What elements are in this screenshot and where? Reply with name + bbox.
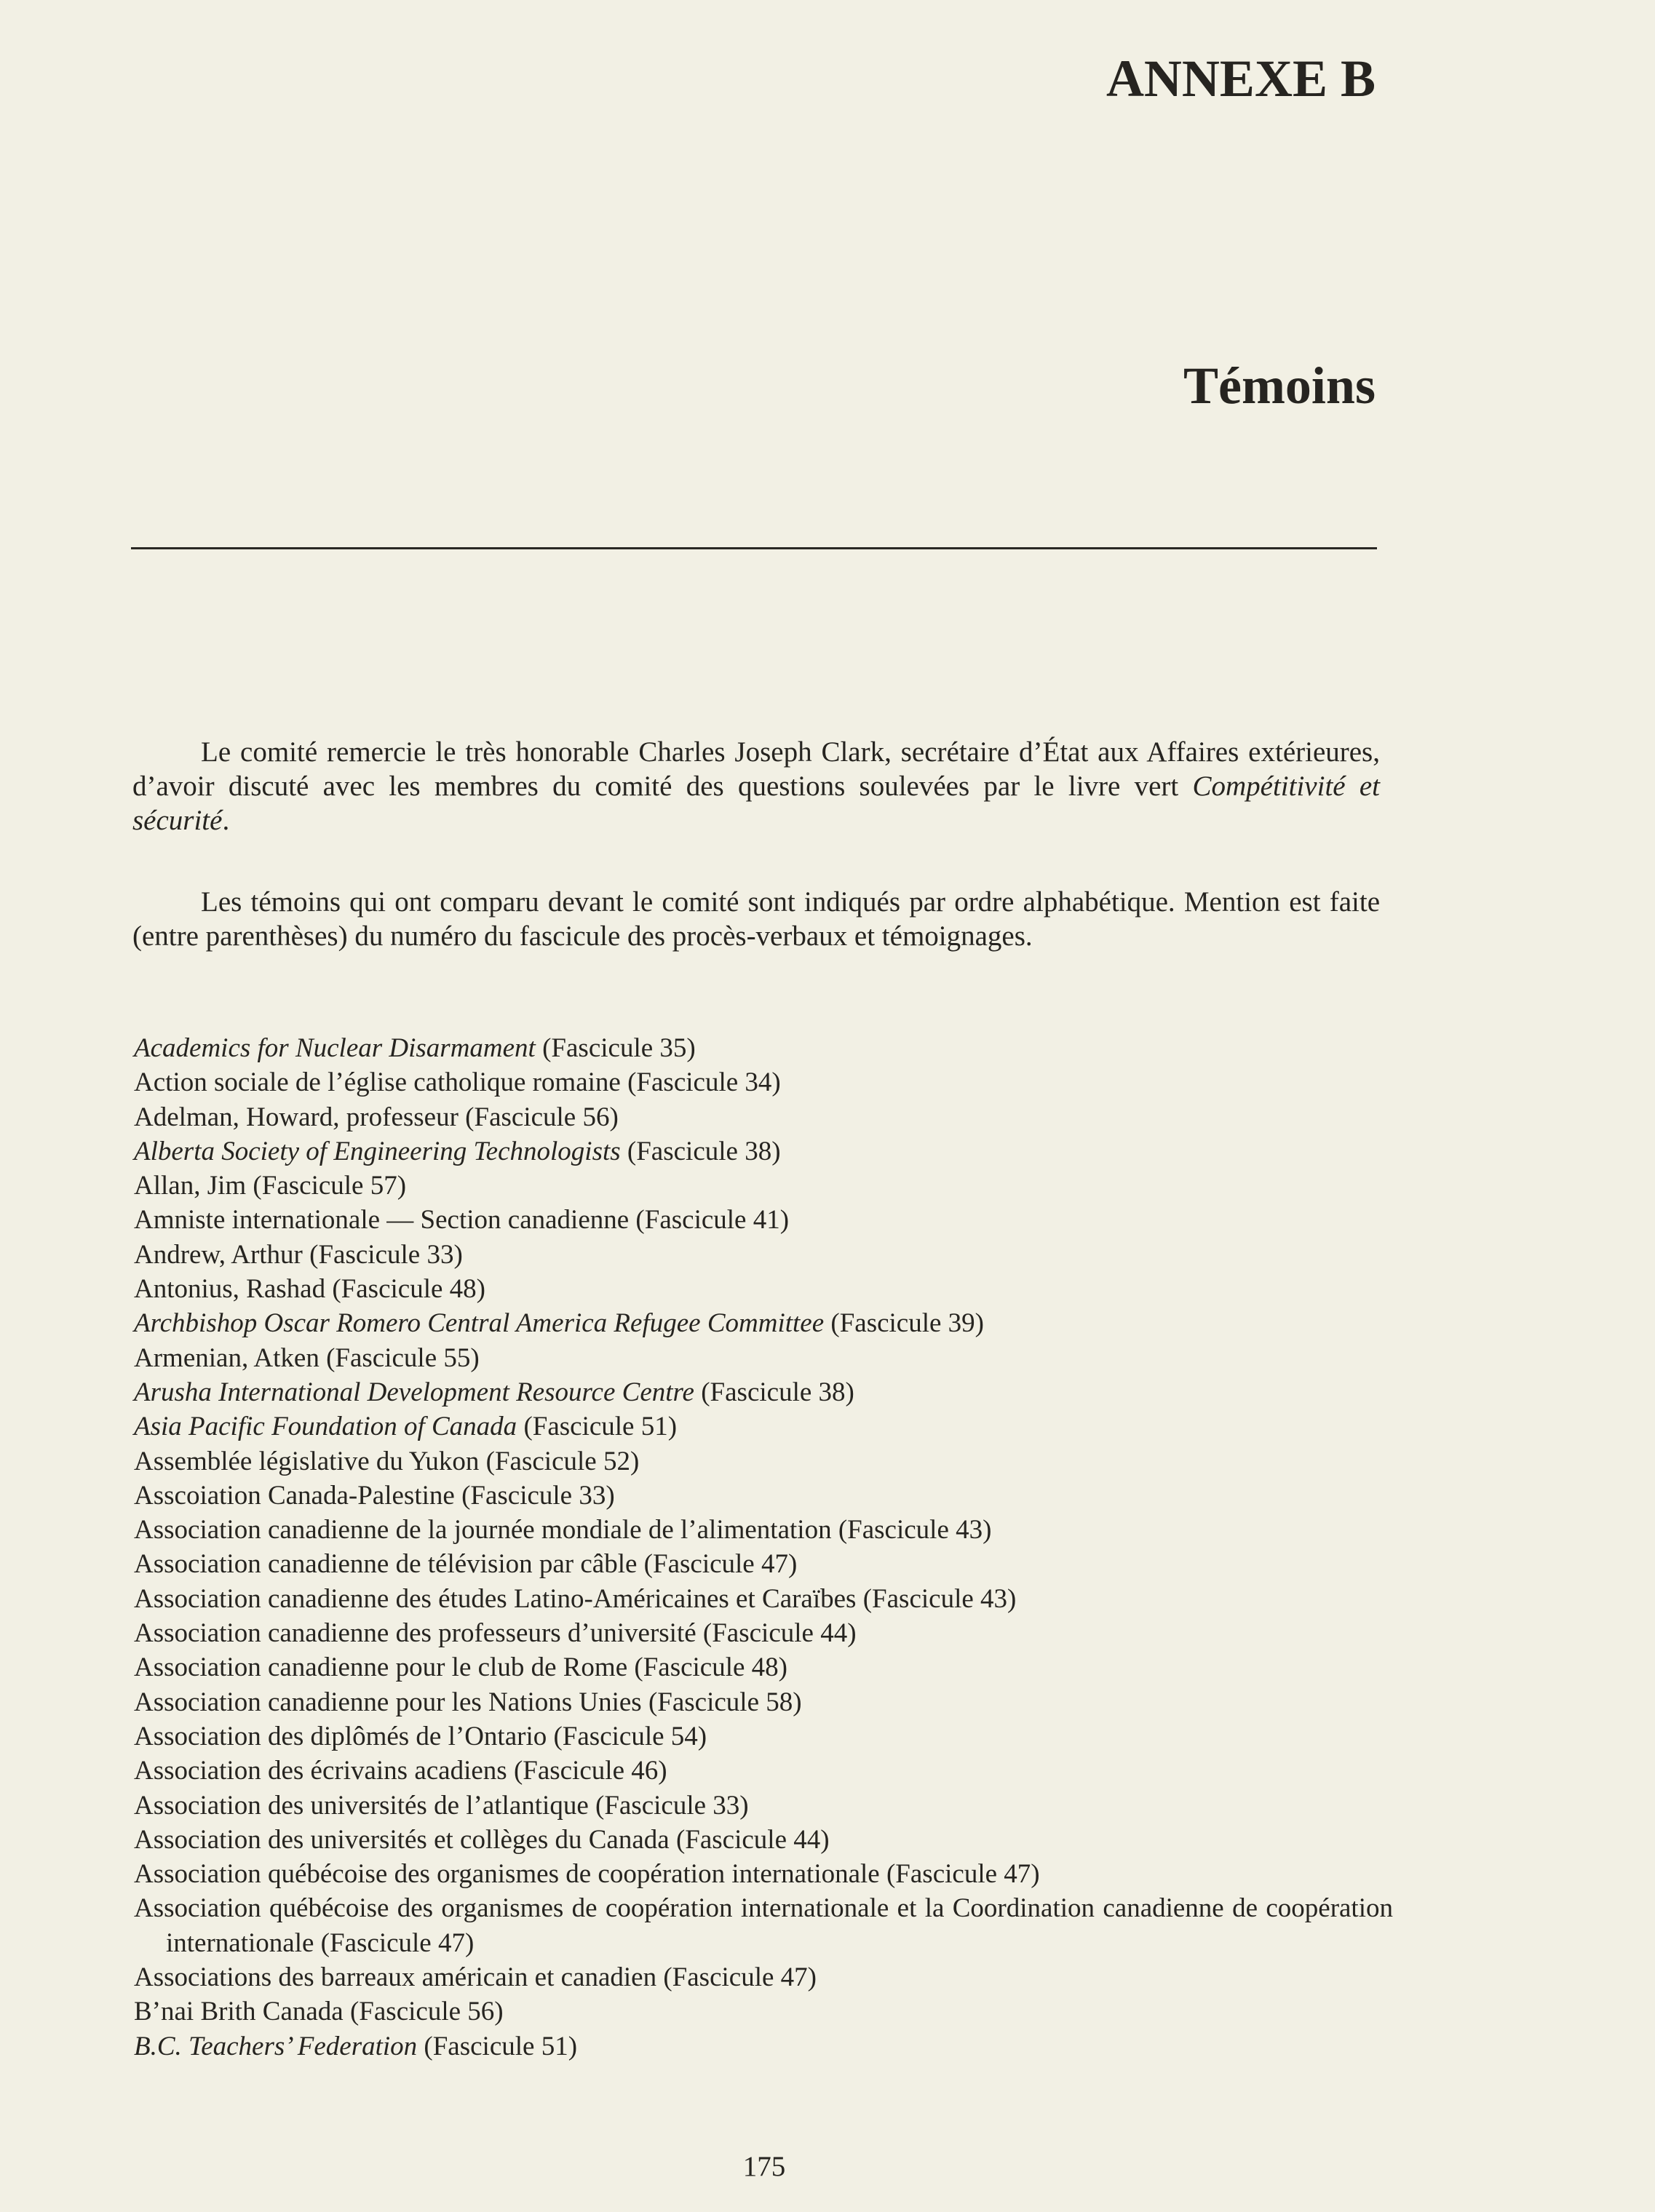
fascicule-reference: (Fascicule 57) (253, 1171, 407, 1201)
intro-thanks-text: Le comité remercie le très honorable Charles Joseph Clark, secrétaire d’État aux Affaires extérieures, d’avoir discuté avec les membres du comité des questions soulevées par le livre vert (132, 736, 1380, 802)
witness-entry (134, 1272, 1393, 1306)
fascicule-reference: (Fascicule 51) (523, 1412, 678, 1442)
witness-name: Archbishop Oscar Romero Central America Refugee Committee (134, 1308, 825, 1339)
witness-entry (134, 1650, 1393, 1684)
witness-entry (134, 1891, 1393, 1960)
fascicule-reference: (Fascicule 46) (513, 1756, 667, 1786)
fascicule-reference: (Fascicule 47) (886, 1859, 1040, 1890)
witness-name: Association des écrivains acadiens (134, 1756, 507, 1786)
witness-name: Assemblée législative du Yukon (134, 1446, 480, 1476)
witness-entry (134, 1685, 1393, 1719)
fascicule-reference: (Fascicule 51) (424, 2031, 578, 2061)
witness-entry (134, 1444, 1393, 1479)
witness-entry (134, 1238, 1393, 1272)
witness-entry (134, 1134, 1393, 1169)
fascicule-reference: (Fascicule 47) (643, 1549, 798, 1580)
witness-entry (134, 1479, 1393, 1513)
annex-title: ANNEXE B (1106, 49, 1376, 108)
witness-name: Andrew, Arthur (134, 1239, 303, 1270)
fascicule-reference: (Fascicule 41) (635, 1205, 790, 1236)
fascicule-reference: (Fascicule 48) (332, 1274, 485, 1305)
witness-entry (134, 1754, 1393, 1788)
fascicule-reference: (Fascicule 44) (675, 1824, 830, 1855)
witness-name: Association des universités et collèges du Canada (134, 1824, 670, 1855)
witness-name: Association canadienne de la journée mondiale de l’alimentation (134, 1515, 832, 1545)
witness-name: Association des diplômés de l’Ontario (134, 1721, 547, 1751)
witness-name: Academics for Nuclear Disarmament (134, 1033, 536, 1063)
witness-name: Asia Pacific Foundation of Canada (134, 1412, 517, 1442)
fascicule-reference: (Fascicule 38) (701, 1377, 854, 1407)
witness-entry (134, 1994, 1393, 2029)
witness-name: Asscoiation Canada-Palestine (134, 1480, 455, 1511)
witness-entry (134, 1203, 1393, 1237)
green-paper-title: Compétitivité et sécurité (132, 771, 1380, 836)
fascicule-reference: (Fascicule 43) (862, 1583, 1017, 1614)
witness-name: Association canadienne des études Latino-Américaines et Caraïbes (134, 1583, 857, 1614)
witness-name: B.C. Teachers’ Federation (134, 2031, 418, 2061)
fascicule-reference: (Fascicule 44) (702, 1618, 857, 1649)
witness-name: Association canadienne pour le club de Rome (134, 1652, 628, 1683)
intro-paragraph-order: Les témoins qui ont comparu devant le comité sont indiqués par ordre alphabétique. Mention est faite (entre parenthèses) du numéro du fascicule des procès-verbaux et témoignages. (132, 886, 1380, 952)
witness-entry (134, 1031, 1393, 1065)
witness-entry (134, 1100, 1393, 1134)
fascicule-reference: (Fascicule 38) (627, 1136, 781, 1166)
witness-entry (134, 1306, 1393, 1340)
witness-name: Association canadienne des professeurs d’université (134, 1618, 696, 1649)
witness-entry (134, 1169, 1393, 1203)
fascicule-reference: (Fascicule 33) (309, 1239, 463, 1270)
fascicule-reference: (Fascicule 34) (627, 1067, 781, 1098)
witness-entry (134, 1823, 1393, 1857)
fascicule-reference: (Fascicule 39) (830, 1308, 984, 1339)
witness-entry (134, 1409, 1393, 1444)
intro-thanks-end: . (222, 805, 230, 836)
witness-name: Antonius, Rashad (134, 1274, 326, 1305)
witness-name: Alberta Society of Engineering Technologists (134, 1136, 621, 1166)
witness-name: Amniste internationale — Section canadienne (134, 1205, 630, 1236)
witness-name: Associations des barreaux américain et canadien (134, 1962, 657, 1993)
fascicule-reference: (Fascicule 47) (320, 1927, 475, 1958)
fascicule-reference: (Fascicule 43) (838, 1515, 992, 1545)
fascicule-reference: (Fascicule 52) (485, 1446, 640, 1476)
fascicule-reference: (Fascicule 56) (465, 1102, 619, 1132)
fascicule-reference: (Fascicule 35) (542, 1033, 696, 1063)
witness-entry (134, 1513, 1393, 1547)
witness-entry (134, 1582, 1393, 1616)
witness-name: Association québécoise des organismes de coopération internationale et la Coordination canadienne de coopération internationale (134, 1893, 1393, 1958)
page-number: 175 (742, 2151, 786, 2182)
witness-name: Armenian, Atken (134, 1342, 320, 1373)
witness-entry (134, 1547, 1393, 1581)
fascicule-reference: (Fascicule 48) (634, 1652, 787, 1683)
witness-entry (134, 2029, 1393, 2064)
intro-paragraph-thanks (132, 735, 1380, 838)
witness-entry (134, 1960, 1393, 1994)
witness-entry (134, 1341, 1393, 1375)
section-title: Témoins (1183, 357, 1376, 415)
fascicule-reference: (Fascicule 56) (349, 1997, 504, 2027)
witness-entry (134, 1065, 1393, 1099)
witness-name: Allan, Jim (134, 1171, 247, 1201)
fascicule-reference: (Fascicule 55) (326, 1342, 480, 1373)
witness-entry (134, 1616, 1393, 1650)
witness-entry (134, 1789, 1393, 1823)
witness-name: Action sociale de l’église catholique romaine (134, 1067, 621, 1098)
fascicule-reference: (Fascicule 33) (595, 1790, 749, 1821)
witness-entry (134, 1857, 1393, 1891)
fascicule-reference: (Fascicule 58) (648, 1687, 802, 1717)
witness-entry (134, 1719, 1393, 1754)
horizontal-rule (131, 547, 1377, 549)
witness-name: Association canadienne pour les Nations Unies (134, 1687, 642, 1717)
witness-list (134, 1031, 1393, 2064)
witness-name: Association des universités de l’atlantique (134, 1790, 589, 1821)
witness-name: Association québécoise des organismes de coopération internationale (134, 1859, 880, 1890)
fascicule-reference: (Fascicule 33) (461, 1480, 615, 1511)
fascicule-reference: (Fascicule 54) (553, 1721, 707, 1751)
witness-name: Association canadienne de télévision par câble (134, 1549, 638, 1580)
fascicule-reference: (Fascicule 47) (663, 1962, 817, 1993)
witness-name: Adelman, Howard, professeur (134, 1102, 459, 1132)
witness-name: Arusha International Development Resource Centre (134, 1377, 694, 1407)
witness-entry (134, 1375, 1393, 1409)
witness-name: B’nai Brith Canada (134, 1997, 344, 2027)
